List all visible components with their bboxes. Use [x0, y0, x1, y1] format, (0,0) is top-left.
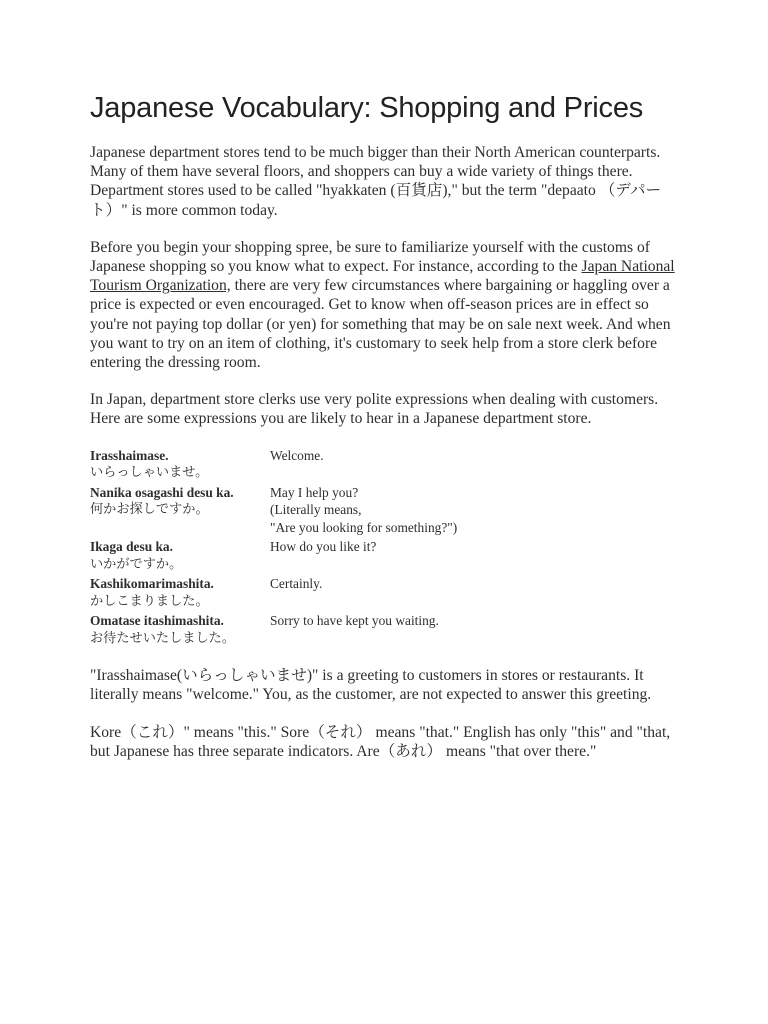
table-row — [90, 538, 520, 575]
term-cell — [90, 447, 270, 484]
paragraph-text-before-link: Before you begin your shopping spree, be sure to familiarize yourself with the customs of Japanese shopping so you know what to expect. For instance, according to the — [90, 238, 650, 276]
meaning-cell — [270, 484, 520, 539]
meaning-cell — [270, 538, 520, 575]
meaning-line: May I help you? — [270, 484, 359, 500]
term-cell — [90, 575, 270, 612]
vocabulary-table — [90, 447, 520, 650]
romaji: Nanika osagashi desu ka. — [90, 484, 234, 500]
meaning-line: Welcome. — [270, 447, 324, 463]
romaji: Ikaga desu ka. — [90, 539, 173, 555]
term-cell — [90, 612, 270, 649]
kana: かしこまりました。 — [90, 593, 209, 609]
romaji: Kashikomarimashita. — [90, 576, 214, 592]
meaning-line: (Literally means, — [270, 502, 362, 518]
kana: 何かお探しですか。 — [90, 502, 209, 518]
jnto-link[interactable]: Japan National Tourism Organization, — [90, 258, 675, 295]
meaning-cell — [270, 447, 520, 484]
page-title: Japanese Vocabulary: Shopping and Prices — [90, 92, 644, 124]
term-cell — [90, 484, 270, 539]
meaning-line: How do you like it? — [270, 539, 377, 555]
shopping-customs-paragraph — [90, 238, 680, 372]
meaning-line: Certainly. — [270, 576, 323, 592]
kana: いらっしゃいませ。 — [90, 465, 209, 481]
romaji: Omatase itashimashita. — [90, 613, 224, 629]
romaji: Irasshaimase. — [90, 447, 169, 463]
kana: お待たせいたしました。 — [90, 630, 236, 646]
article — [90, 90, 680, 779]
intro-paragraph: Japanese department stores tend to be much bigger than their North American counterparts. Many of them have several floors, and shoppers can buy a wide variety of things there. Department stores used to be called "hyakkaten (百貨店)," but the term "depaato （デパート）" is more common today. — [90, 144, 662, 219]
meaning-line: "Are you looking for something?") — [270, 519, 458, 535]
clerks-paragraph: In Japan, department store clerks use very polite expressions when dealing with customers. Here are some expressions you are likely to hear in a Japanese department store. — [90, 391, 659, 428]
table-row — [90, 447, 520, 484]
table-row — [90, 484, 520, 539]
table-row — [90, 575, 520, 612]
table-row — [90, 612, 520, 649]
paragraph-text-after-link: there are very few circumstances where bargaining or haggling over a price is expected or even encouraged. Get to know when off-season prices are in effect so you're not paying top dollar (or yen) for something that may be on sale next week. And when you want to try on an item of clothing, it's customary to seek help from a store clerk before entering the dressing room. — [90, 277, 671, 372]
greeting-paragraph: "Irasshaimase(いらっしゃいませ)" is a greeting to customers in stores or restaurants. It literally means "welcome." You, as the customer, are not expected to answer this greeting. — [90, 667, 652, 704]
demonstratives-paragraph: Kore（これ）" means "this." Sore（それ） means "that." English has only "this" and "that, but Japanese has three separate indicators. Are（あれ） means "that over there." — [90, 723, 671, 760]
meaning-cell — [270, 612, 520, 649]
kana: いかがですか。 — [90, 556, 183, 572]
meaning-line: Sorry to have kept you waiting. — [270, 613, 439, 629]
term-cell — [90, 538, 270, 575]
meaning-cell — [270, 575, 520, 612]
